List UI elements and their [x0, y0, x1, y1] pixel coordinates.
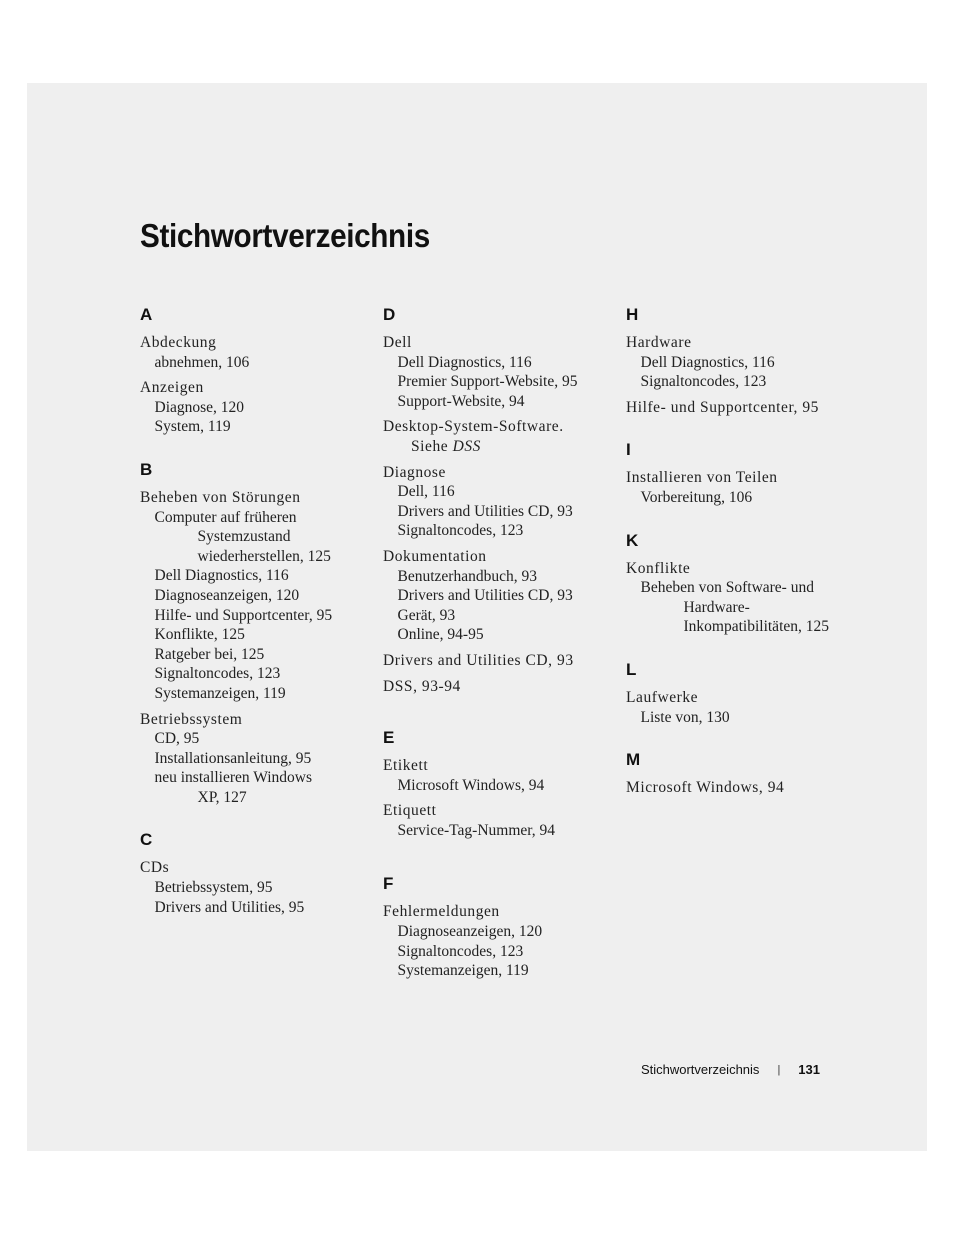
index-subterm-line: Online, 94-95: [397, 626, 484, 644]
index-term-text: DSS, 93-94: [383, 677, 461, 695]
index-subterm: [383, 586, 608, 606]
index-subterm-line: Beheben von Software- und: [640, 579, 814, 597]
index-subterm-line: Dell, 116: [397, 483, 455, 501]
index-subterm: [383, 392, 608, 412]
index-term: [383, 801, 608, 821]
index-subterm: [140, 508, 365, 567]
index-subterm: [626, 353, 851, 373]
index-subterm: [140, 398, 365, 418]
index-subterm-line: wiederherstellen, 125: [197, 547, 331, 565]
index-section-i: [626, 440, 851, 507]
index-term: [626, 333, 851, 353]
index-subterm: [140, 684, 365, 704]
index-subterm-line: Ratgeber bei, 125: [154, 645, 265, 663]
index-subterm-line: Drivers and Utilities CD, 93: [397, 502, 573, 520]
index-term-text: Diagnose: [383, 463, 446, 481]
index-subterm-line: Gerät, 93: [397, 606, 456, 624]
index-entry: [383, 677, 608, 697]
section-letter: A: [140, 305, 153, 324]
index-subterm-line: Konflikte, 125: [154, 626, 245, 644]
footer-label: Stichwortverzeichnis: [640, 1062, 760, 1077]
index-subterm-line: Diagnose, 120: [154, 398, 245, 416]
index-subterm-line: Liste von, 130: [640, 708, 730, 726]
section-letter: M: [626, 750, 641, 770]
index-subterm-line: System, 119: [154, 418, 231, 436]
index-term: [383, 677, 608, 697]
index-subterm: [383, 776, 608, 796]
index-term-text: Dell: [383, 334, 412, 351]
index-subterm-line: Betriebssystem, 95: [154, 879, 273, 897]
see-target: DSS: [452, 437, 481, 455]
index-subterm-line: Benutzerhandbuch, 93: [397, 567, 537, 585]
section-letter: E: [383, 728, 395, 748]
index-entry: [383, 417, 608, 456]
index-term-text: Microsoft Windows, 94: [626, 779, 785, 797]
index-subterm: [383, 482, 608, 502]
index-subterm-line: Diagnoseanzeigen, 120: [154, 586, 300, 604]
section-letter: C: [140, 830, 153, 850]
index-subterm-line: Hardware-: [683, 598, 750, 616]
index-subterm-line: Systemzustand: [197, 528, 291, 546]
index-entry: [626, 398, 851, 418]
index-term-text: Desktop-System-Software.: [383, 418, 564, 436]
index-term-text: Hardware: [626, 334, 692, 351]
index-subterm: [140, 664, 365, 684]
index-subterm: [383, 372, 608, 392]
section-letter: D: [383, 305, 396, 324]
page-number: 131: [798, 1062, 820, 1077]
index-term-text: Etiquett: [383, 802, 437, 820]
index-term-text: Fehlermeldungen: [383, 903, 500, 921]
index-term: [383, 651, 608, 671]
index-term: [626, 468, 851, 488]
index-term: [383, 333, 608, 353]
index-section-h: [626, 305, 851, 417]
index-subterm: [140, 729, 365, 749]
index-entry: [140, 488, 365, 704]
index-subterm: [383, 625, 608, 645]
section-letter: H: [626, 305, 639, 324]
index-subterm-line: neu installieren Windows: [154, 769, 313, 787]
index-column-3: [626, 305, 851, 821]
index-subterm: [383, 942, 608, 962]
index-entry: [140, 333, 365, 372]
index-term-text: Hilfe- und Supportcenter, 95: [626, 398, 819, 416]
index-subterm-line: XP, 127: [197, 788, 247, 806]
index-term-text: Anzeigen: [140, 379, 204, 397]
index-term-text: Drivers and Utilities CD, 93: [383, 651, 574, 669]
index-entry: [383, 547, 608, 645]
index-subterm: [626, 578, 851, 637]
index-subterm-line: CD, 95: [154, 730, 200, 748]
section-letter: K: [626, 530, 639, 550]
index-column-1: [140, 305, 365, 940]
index-entry: [383, 463, 608, 541]
index-term-text: Installieren von Teilen: [626, 469, 778, 487]
index-subterm: [383, 353, 608, 373]
index-entry: [140, 378, 365, 437]
index-subterm: [140, 768, 365, 807]
index-term: [140, 488, 365, 508]
index-subterm-line: abnehmen, 106: [154, 353, 250, 371]
index-column-2: [383, 305, 608, 1004]
page-footer: [641, 1060, 820, 1080]
index-subterm-line: Systemanzeigen, 119: [397, 962, 529, 980]
page-title: Stichwortverzeichnis: [140, 217, 430, 254]
index-subterm-line: Premier Support-Website, 95: [397, 373, 578, 391]
index-subterm-line: Signaltoncodes, 123: [154, 665, 281, 683]
index-subterm: [383, 606, 608, 626]
index-subterm: [140, 417, 365, 437]
index-section-e: [383, 728, 608, 840]
index-subterm-line: Computer auf früheren: [154, 508, 297, 526]
index-term-text: Konflikte: [626, 559, 691, 577]
index-term: [140, 333, 365, 353]
index-subterm-line: Signaltoncodes, 123: [397, 522, 524, 540]
index-subterm: [626, 488, 851, 508]
index-section-d: [383, 305, 608, 696]
index-term-text: Laufwerke: [626, 688, 699, 706]
index-subterm: [140, 586, 365, 606]
index-subterm: [140, 898, 365, 918]
index-subterm-line: Vorbereitung, 106: [640, 488, 753, 506]
index-subterm: [140, 645, 365, 665]
index-entry: [626, 468, 851, 507]
index-section-b: [140, 460, 365, 808]
index-entry: [626, 688, 851, 727]
index-subterm: [383, 567, 608, 587]
index-subterm-line: Signaltoncodes, 123: [640, 373, 767, 391]
section-letter: F: [383, 874, 394, 894]
index-subterm: [383, 922, 608, 942]
index-section-f: [383, 874, 608, 980]
index-subterm-line: Dell Diagnostics, 116: [640, 353, 775, 371]
index-term: [626, 559, 851, 579]
index-term: [383, 902, 608, 922]
index-term-text: Beheben von Störungen: [140, 488, 301, 506]
section-letter: B: [140, 459, 153, 479]
index-section-m: [626, 750, 851, 798]
index-entry: [140, 710, 365, 808]
index-subterm-line: Signaltoncodes, 123: [397, 942, 524, 960]
index-subterm-line: Drivers and Utilities CD, 93: [397, 587, 573, 605]
index-subterm-line: Service-Tag-Nummer, 94: [397, 821, 556, 839]
index-term: [140, 710, 365, 730]
section-letter: L: [626, 659, 637, 679]
index-subterm-line: Microsoft Windows, 94: [397, 776, 545, 794]
index-term: [626, 398, 851, 418]
index-entry: [140, 858, 365, 917]
index-term-text: Etikett: [383, 757, 429, 775]
index-entry: [383, 801, 608, 840]
footer-separator: |: [777, 1064, 781, 1076]
index-term-text: Abdeckung: [140, 334, 217, 351]
index-entry: [626, 559, 851, 637]
index-section-a: [140, 305, 365, 437]
index-subterm-line: Diagnoseanzeigen, 120: [397, 923, 543, 941]
index-term: [383, 547, 608, 567]
index-term: [383, 756, 608, 776]
index-subterm-line: Dell Diagnostics, 116: [154, 567, 289, 585]
index-entry: [383, 651, 608, 671]
index-subterm: [140, 625, 365, 645]
index-subterm: [383, 521, 608, 541]
index-subterm-line: Support-Website, 94: [397, 392, 525, 410]
index-term: [140, 858, 365, 878]
index-subterm: [626, 708, 851, 728]
index-subterm-line: Installationsanleitung, 95: [154, 749, 312, 767]
index-subterm: [140, 566, 365, 586]
index-term-text: CDs: [140, 859, 170, 877]
index-subterm-line: Systemanzeigen, 119: [154, 684, 286, 702]
index-term: [140, 378, 365, 398]
index-subterm: [140, 606, 365, 626]
index-entry: [383, 333, 608, 411]
index-subterm: [140, 749, 365, 769]
index-subterm-line: Dell Diagnostics, 116: [397, 353, 532, 371]
index-subterm: [383, 502, 608, 522]
section-letter: I: [626, 440, 631, 460]
index-entry: [626, 778, 851, 798]
index-section-k: [626, 531, 851, 637]
index-term-text: Dokumentation: [383, 547, 487, 565]
index-entry: [383, 756, 608, 795]
index-subterm: [140, 878, 365, 898]
index-subterm: [383, 821, 608, 841]
index-term: [383, 463, 608, 483]
index-subterm-line: Drivers and Utilities, 95: [154, 898, 305, 916]
index-subterm: [383, 961, 608, 981]
index-entry: [383, 902, 608, 980]
index-entry: [626, 333, 851, 392]
index-subterm: [140, 353, 365, 373]
index-section-c: [140, 830, 365, 917]
index-term: [626, 778, 851, 798]
see-reference: [383, 437, 608, 457]
index-term: [383, 417, 608, 456]
index-term: [626, 688, 851, 708]
see-label: Siehe: [411, 437, 449, 455]
index-subterm-line: Hilfe- und Supportcenter, 95: [154, 606, 333, 624]
index-term-text: Betriebssystem: [140, 710, 243, 728]
index-subterm-line: Inkompatibilitäten, 125: [683, 618, 830, 636]
index-subterm: [626, 372, 851, 392]
index-section-l: [626, 660, 851, 727]
